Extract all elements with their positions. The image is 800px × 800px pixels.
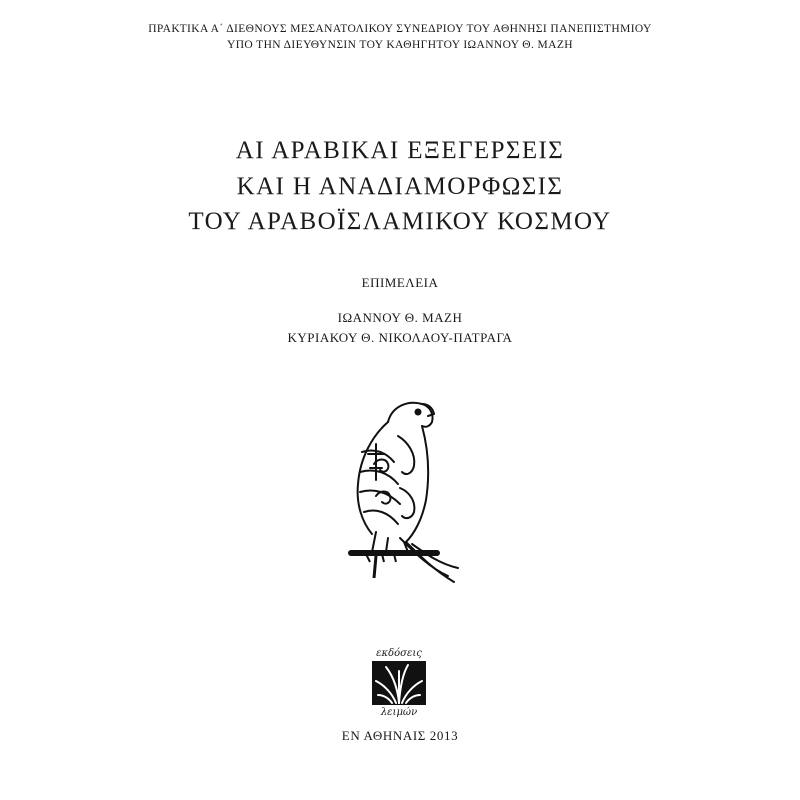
calligraphic-falcon-icon xyxy=(330,392,466,588)
series-line: ΠΡΑΚΤΙΚΑ Α΄ ΔΙΕΘΝΟΥΣ ΜΕΣΑΝΑΤΟΛΙΚΟΥ ΣΥΝΕΔΡΙΟΥ ΤΟΥ ΑΘΗΝΗΣΙ ΠΑΝΕΠΙΣΤΗΜΙΟΥ xyxy=(148,23,652,35)
publisher-logo xyxy=(366,648,432,720)
editorship-label: ΕΠΙΜΕΛΕΙΑ xyxy=(361,275,439,290)
publisher-logo-word-top: εκδόσεις xyxy=(376,648,422,659)
editor-name-1: ΙΩΑΝΝΟΥ Θ. ΜΑΖΗ xyxy=(337,310,463,325)
reeds-icon xyxy=(372,661,426,705)
publisher-logo-word-bottom: λειμών xyxy=(380,707,418,718)
editor-name-2: ΚΥΡΙΑΚΟΥ Θ. ΝΙΚΟΛΑΟΥ-ΠΑΤΡΑΓΑ xyxy=(287,330,513,345)
book-title-line-3: ΤΟΥ ΑΡΑΒΟΪΣΛΑΜΙΚΟΥ ΚΟΣΜΟΥ xyxy=(188,208,612,235)
imprint-place-year: ΕΝ ΑΘΗΝΑΙΣ 2013 xyxy=(341,728,459,743)
publisher-logo-box xyxy=(372,661,426,705)
series-direction-line: ΥΠΟ ΤΗΝ ΔΙΕΥΘΥΝΣΙΝ ΤΟΥ ΚΑΘΗΓΗΤΟΥ ΙΩΑΝΝΟΥ Θ. ΜΑΖΗ xyxy=(226,39,574,51)
book-title-line-1: ΑΙ ΑΡΑΒΙΚΑΙ ΕΞΕΓΕΡΣΕΙΣ xyxy=(235,137,565,164)
book-title-line-2: ΚΑΙ Η ΑΝΑΔΙΑΜΟΡΦΩΣΙΣ xyxy=(236,173,564,200)
